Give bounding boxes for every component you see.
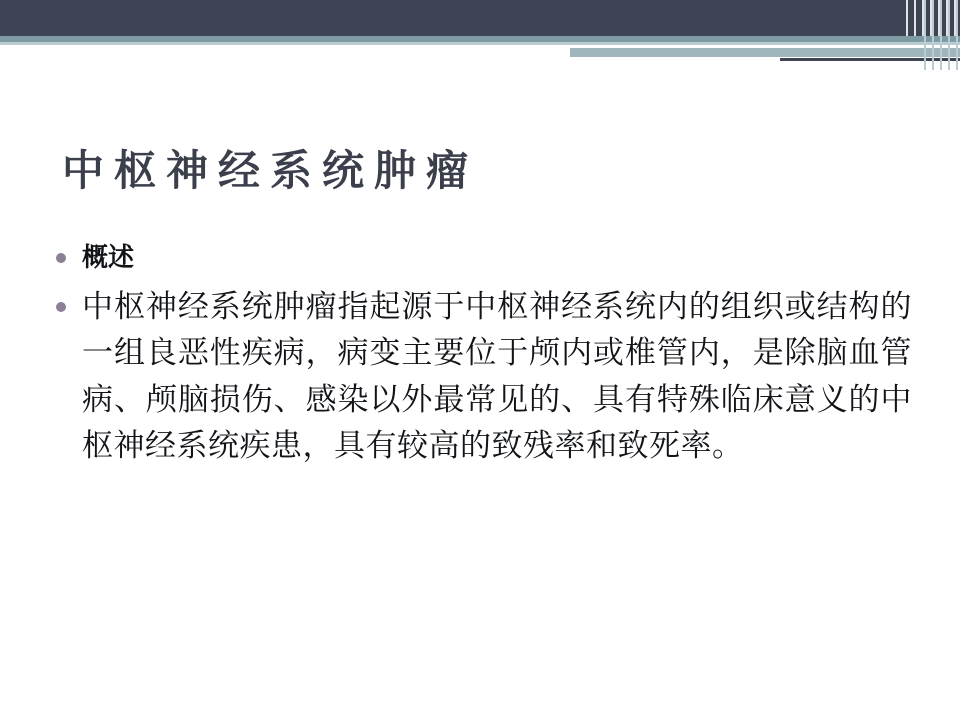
header-hatch-line bbox=[914, 0, 916, 36]
slide-body bbox=[56, 240, 912, 476]
bullet-dot-icon bbox=[56, 302, 66, 312]
corner-bar bbox=[956, 0, 958, 70]
slide-title: 中枢神经系统肿瘤 bbox=[62, 146, 479, 195]
header-hatch-line bbox=[906, 0, 908, 36]
bullet-item bbox=[56, 240, 912, 278]
header-band bbox=[0, 0, 960, 36]
header-light-stripe bbox=[0, 42, 960, 45]
header-rule-white bbox=[570, 58, 770, 61]
corner-bar bbox=[940, 0, 942, 70]
header-rule-group bbox=[570, 48, 960, 70]
bullet-item bbox=[56, 284, 912, 470]
bullet-text: 概述 bbox=[82, 243, 135, 273]
header-rule-wide bbox=[570, 48, 960, 57]
bullet-text: 中枢神经系统肿瘤指起源于中枢神经系统内的组织或结构的一组良恶性疾病，病变主要位于颅内或椎管内，是除脑血管病、颅脑损伤、感染以外最常见的、具有特殊临床意义的中枢神经系统疾患，具有较高的致残率和致死率。 bbox=[82, 288, 912, 465]
corner-bar-group bbox=[920, 0, 960, 70]
bullet-dot-icon bbox=[56, 253, 66, 263]
corner-bar bbox=[948, 0, 950, 70]
corner-bar bbox=[932, 0, 934, 70]
corner-bar bbox=[924, 0, 926, 70]
